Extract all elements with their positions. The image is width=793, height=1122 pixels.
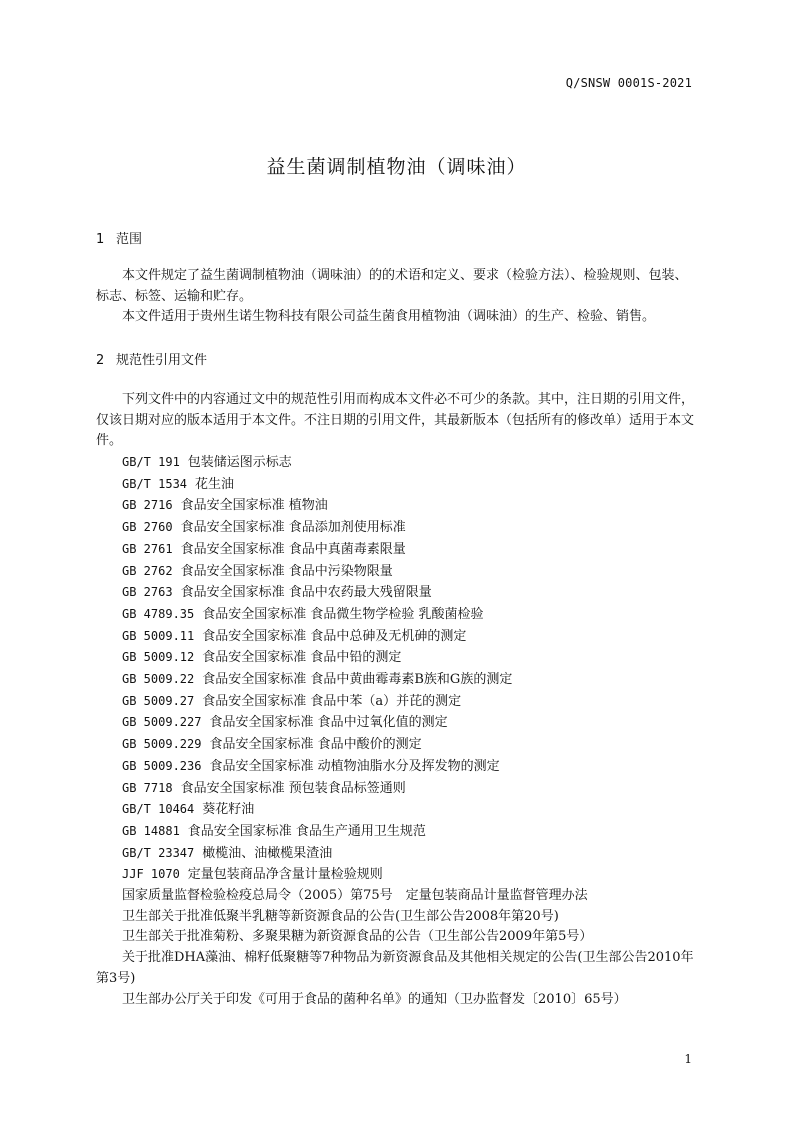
reference-title: 食品安全国家标准 食品中污染物限量 [180, 563, 393, 579]
reference-item [96, 734, 696, 756]
reference-title: 食品安全国家标准 食品中总砷及无机砷的测定 [202, 628, 467, 644]
section-number: 2 [96, 353, 105, 368]
paragraph: 下列文件中的内容通过文中的规范性引用而构成本文件必不可少的条款。其中，注日期的引用文件，仅该日期对应的版本适用于本文件。不注日期的引用文件，其最新版本（包括所有的修改单）适用于本文件。 [96, 392, 695, 448]
reference-item [96, 927, 696, 948]
section-number: 1 [96, 232, 105, 247]
reference-title: 卫生部办公厅关于印发《可用于食品的菌种名单》的通知（卫办监督发〔2010〕65号） [122, 991, 627, 1007]
reference-list [96, 452, 696, 1010]
reference-code: GB 2716 [122, 498, 173, 513]
reference-item [96, 604, 696, 626]
reference-code: GB 2763 [122, 585, 173, 600]
reference-code: GB 14881 [122, 823, 180, 838]
section-heading-scope [96, 228, 142, 247]
reference-item [96, 843, 696, 865]
reference-title: 食品安全国家标准 食品中酸价的测定 [209, 737, 422, 753]
reference-title: 卫生部关于批准低聚半乳糖等新资源食品的公告(卫生部公告2008年第20号) [122, 908, 559, 924]
reference-item [96, 886, 696, 907]
reference-code: JJF 1070 [122, 867, 180, 882]
reference-title: 食品安全国家标准 食品中过氧化值的测定 [209, 715, 448, 731]
reference-item [96, 474, 696, 496]
reference-title: 国家质量监督检验检疫总局令（2005）第75号 定量包装商品计量监督管理办法 [122, 888, 588, 904]
section-heading-normative-references [96, 349, 207, 368]
reference-title: 花生油 [195, 476, 235, 492]
reference-code: GB 5009.22 [122, 672, 195, 687]
reference-item [96, 756, 696, 778]
reference-code: GB 4789.35 [122, 606, 195, 621]
paragraph: 本文件规定了益生菌调制植物油（调味油）的的术语和定义、要求（检验方法）、检验规则、包装、标志、标签、运输和贮存。 [96, 268, 688, 304]
reference-title: 食品安全国家标准 食品中真菌毒素限量 [180, 541, 406, 557]
reference-code: GB 5009.11 [122, 628, 195, 643]
reference-item [96, 948, 696, 989]
reference-item [96, 712, 696, 734]
document-title: 益生菌调制植物油（调味油） [266, 156, 527, 178]
reference-item [96, 669, 696, 691]
reference-title: 定量包装商品净含量计量检验规则 [187, 867, 383, 883]
reference-title: 食品安全国家标准 食品添加剂使用标准 [180, 520, 406, 536]
reference-item [96, 647, 696, 669]
reference-title: 卫生部关于批准菊粉、多聚果糖为新资源食品的公告（卫生部公告2009年第5号） [122, 929, 593, 945]
reference-code: GB/T 23347 [122, 845, 195, 860]
reference-code: GB/T 191 [122, 455, 180, 469]
reference-code: GB 7718 [122, 780, 173, 795]
reference-title: 食品安全国家标准 预包装食品标签通则 [180, 780, 406, 796]
reference-title: 食品安全国家标准 食品生产通用卫生规范 [187, 823, 426, 839]
section-title: 规范性引用文件 [116, 353, 208, 368]
reference-title: 食品安全国家标准 食品中铅的测定 [202, 650, 402, 666]
reference-code: GB 5009.229 [122, 737, 202, 752]
reference-title: 食品安全国家标准 食品微生物学检验 乳酸菌检验 [202, 606, 484, 622]
reference-code: GB 2760 [122, 520, 173, 535]
reference-code: GB 5009.236 [122, 758, 202, 773]
document-code: Q/SNSW 0001S-2021 [565, 76, 692, 90]
page-number: 1 [684, 1052, 692, 1066]
reference-title: 关于批准DHA藻油、棉籽低聚糖等7种物品为新资源食品及其他相关规定的公告(卫生部公告2010年第3号) [96, 950, 694, 986]
reference-item [96, 517, 696, 539]
reference-item [96, 778, 696, 800]
reference-item [96, 539, 696, 561]
reference-title: 食品安全国家标准 食品中苯（a）并芘的测定 [202, 693, 462, 709]
reference-item [96, 691, 696, 713]
reference-code: GB 5009.27 [122, 693, 195, 708]
reference-title: 食品安全国家标准 食品中农药最大残留限量 [180, 585, 432, 601]
reference-item [96, 907, 696, 928]
reference-item [96, 799, 696, 821]
reference-title: 食品安全国家标准 动植物油脂水分及挥发物的测定 [209, 758, 500, 774]
reference-title: 包装储运图示标志 [187, 455, 292, 470]
section-title: 范围 [116, 232, 143, 247]
reference-item [96, 452, 696, 474]
reference-code: GB 2761 [122, 541, 173, 556]
paragraph: 本文件适用于贵州生诺生物科技有限公司益生菌食用植物油（调味油）的生产、检验、销售。 [122, 309, 656, 324]
reference-item [96, 990, 696, 1011]
reference-item [96, 561, 696, 583]
reference-item [96, 864, 696, 886]
reference-code: GB/T 10464 [122, 802, 195, 817]
reference-item [96, 626, 696, 648]
reference-item [96, 495, 696, 517]
reference-code: GB 5009.12 [122, 650, 195, 665]
reference-code: GB/T 1534 [122, 476, 188, 491]
reference-item [96, 821, 696, 843]
reference-item [96, 582, 696, 604]
reference-code: GB 2762 [122, 563, 173, 578]
reference-title: 食品安全国家标准 植物油 [180, 498, 328, 514]
reference-title: 食品安全国家标准 食品中黄曲霉毒素B族和G族的测定 [202, 672, 513, 688]
reference-code: GB 5009.227 [122, 715, 202, 730]
reference-title: 葵花籽油 [202, 802, 255, 818]
reference-title: 橄榄油、油橄榄果渣油 [202, 845, 333, 861]
